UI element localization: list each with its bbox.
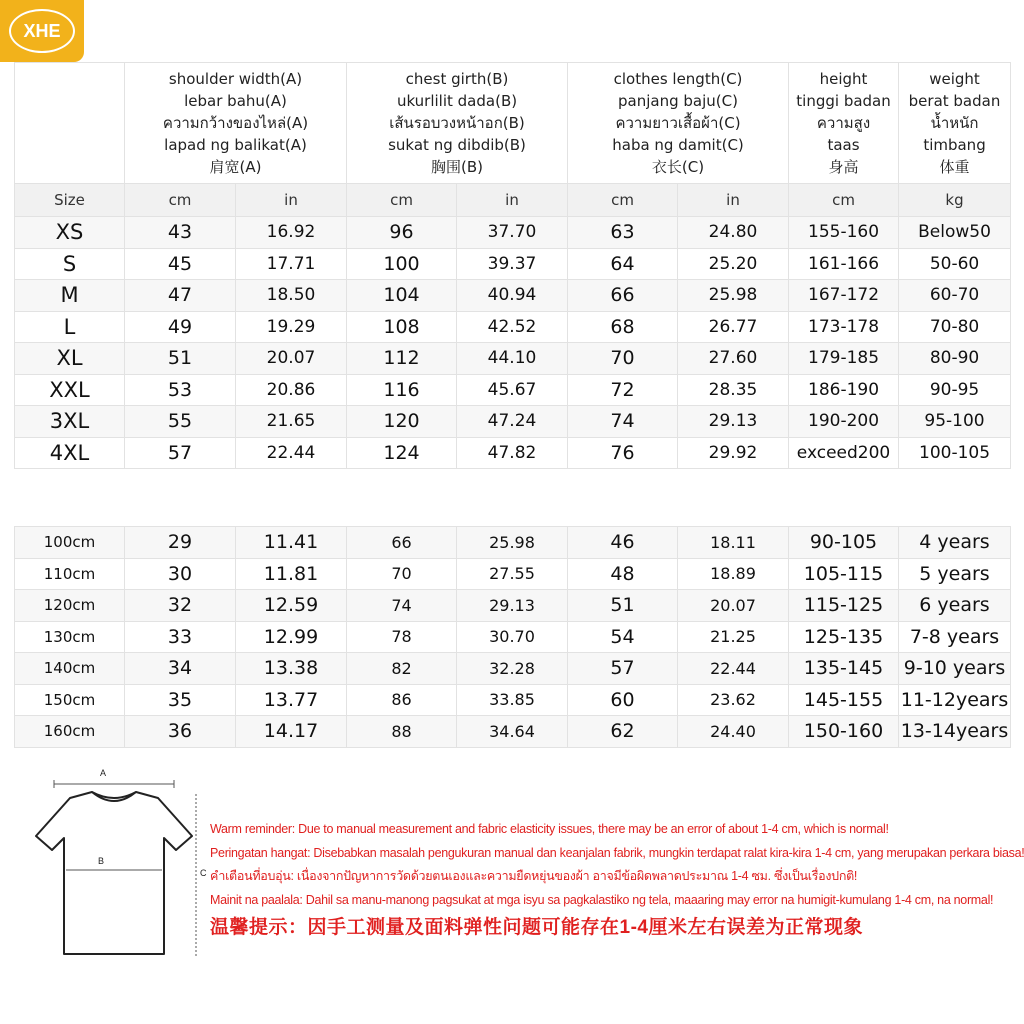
- table-row: [15, 406, 1011, 438]
- table-cell: 105-115: [789, 558, 899, 590]
- table-cell: 20.07: [678, 590, 789, 622]
- header-line: clothes length(C): [613, 70, 743, 88]
- table-cell: 20.07: [236, 343, 347, 375]
- table-cell: 13.77: [236, 684, 347, 716]
- table-cell: 29.13: [457, 590, 568, 622]
- note-indonesian: Peringatan hangat: Disebabkan masalah pengukuran manual dan keanjalan fabrik, mungkin terdapat ralat kira-kira 1-4 cm, yang merupakan perkara biasa!: [210, 845, 1024, 860]
- table-cell: 66: [568, 280, 678, 312]
- size-label-cell: S: [15, 248, 125, 280]
- size-label-cell: 160cm: [15, 716, 125, 748]
- header-line: ความกว้างของไหล่(A): [162, 114, 309, 132]
- table-cell: 173-178: [789, 311, 899, 343]
- table-cell: 60: [568, 684, 678, 716]
- table-row: [15, 217, 1011, 249]
- table-cell: 32: [125, 590, 236, 622]
- table-cell: 108: [347, 311, 457, 343]
- table-cell: 45: [125, 248, 236, 280]
- table-cell: 46: [568, 527, 678, 559]
- table-cell: 62: [568, 716, 678, 748]
- table-cell: 32.28: [457, 653, 568, 685]
- table-cell: 36: [125, 716, 236, 748]
- table-cell: 88: [347, 716, 457, 748]
- size-column-header: Size: [15, 184, 125, 217]
- table-row: [15, 437, 1011, 469]
- table-cell: 120: [347, 406, 457, 438]
- adult-size-table: [14, 62, 1011, 469]
- header-line: 衣长(C): [651, 158, 705, 176]
- table-row: [15, 716, 1011, 748]
- table-cell: 57: [568, 653, 678, 685]
- table-cell: 104: [347, 280, 457, 312]
- header-chest-girth: [347, 63, 568, 184]
- table-cell: 179-185: [789, 343, 899, 375]
- table-cell: 27.60: [678, 343, 789, 375]
- table-row: [15, 374, 1011, 406]
- table-cell: 14.17: [236, 716, 347, 748]
- table-row: [15, 684, 1011, 716]
- table-cell: 74: [347, 590, 457, 622]
- table-cell: 86: [347, 684, 457, 716]
- table-cell: 115-125: [789, 590, 899, 622]
- table-cell: 53: [125, 374, 236, 406]
- table-cell: 22.44: [678, 653, 789, 685]
- table-cell: 35: [125, 684, 236, 716]
- table-cell: 90-95: [899, 374, 1011, 406]
- table-cell: 4 years: [899, 527, 1011, 559]
- table-cell: 63: [568, 217, 678, 249]
- header-weight: [899, 63, 1011, 184]
- table-cell: 95-100: [899, 406, 1011, 438]
- header-line: timbang: [923, 136, 986, 154]
- table-cell: 29.92: [678, 437, 789, 469]
- table-cell: 100: [347, 248, 457, 280]
- unit-cell: in: [236, 184, 347, 217]
- table-cell: 50-60: [899, 248, 1011, 280]
- tshirt-outline: [36, 792, 192, 954]
- table-cell: 18.11: [678, 527, 789, 559]
- size-label-cell: L: [15, 311, 125, 343]
- table-cell: 34.64: [457, 716, 568, 748]
- table-cell: 25.20: [678, 248, 789, 280]
- label-c: C: [200, 868, 207, 878]
- table-cell: 40.94: [457, 280, 568, 312]
- table-row: [15, 311, 1011, 343]
- table-cell: 39.37: [457, 248, 568, 280]
- size-label-cell: 130cm: [15, 621, 125, 653]
- table-cell: 9-10 years: [899, 653, 1011, 685]
- header-line: 身高: [828, 158, 859, 176]
- table-cell: 124: [347, 437, 457, 469]
- table-cell: 74: [568, 406, 678, 438]
- header-line: chest girth(B): [405, 70, 509, 88]
- size-label-cell: XXL: [15, 374, 125, 406]
- header-line: height: [819, 70, 868, 88]
- table-row: [15, 653, 1011, 685]
- table-cell: 66: [347, 527, 457, 559]
- header-line: 胸围(B): [431, 158, 484, 176]
- tshirt-measurement-diagram: [14, 764, 214, 964]
- table-cell: 42.52: [457, 311, 568, 343]
- brand-logo: [0, 0, 84, 62]
- table-cell: 16.92: [236, 217, 347, 249]
- unit-row: [15, 184, 1011, 217]
- table-cell: 44.10: [457, 343, 568, 375]
- measurement-notes: [210, 818, 1024, 944]
- table-cell: 96: [347, 217, 457, 249]
- table-cell: 18.89: [678, 558, 789, 590]
- size-label-cell: 4XL: [15, 437, 125, 469]
- table-cell: 30.70: [457, 621, 568, 653]
- size-label-cell: 100cm: [15, 527, 125, 559]
- table-cell: 125-135: [789, 621, 899, 653]
- table-cell: 24.80: [678, 217, 789, 249]
- table-cell: Below50: [899, 217, 1011, 249]
- header-line: 体重: [939, 158, 970, 176]
- note-filipino: Mainit na paalala: Dahil sa manu-manong pagsukat at mga isyu sa pagkalastiko ng tela, maaaring may error na humigit-kumulang 1-4 cm, na normal!: [210, 892, 994, 907]
- table-cell: 5 years: [899, 558, 1011, 590]
- header-shoulder-width: [125, 63, 347, 184]
- header-line: ukurlilit dada(B): [396, 92, 518, 110]
- header-height: [789, 63, 899, 184]
- table-cell: 13.38: [236, 653, 347, 685]
- table-cell: 7-8 years: [899, 621, 1011, 653]
- table-cell: 28.35: [678, 374, 789, 406]
- table-cell: 51: [125, 343, 236, 375]
- size-label-cell: M: [15, 280, 125, 312]
- note-chinese: 温馨提示：因手工测量及面料弹性问题可能存在1-4厘米左右误差为正常现象: [210, 917, 863, 938]
- table-cell: 51: [568, 590, 678, 622]
- size-label-cell: 120cm: [15, 590, 125, 622]
- table-cell: 80-90: [899, 343, 1011, 375]
- table-cell: 64: [568, 248, 678, 280]
- table-cell: 12.99: [236, 621, 347, 653]
- label-a: A: [100, 768, 107, 778]
- table-cell: 48: [568, 558, 678, 590]
- table-cell: 145-155: [789, 684, 899, 716]
- table-cell: 13-14years: [899, 716, 1011, 748]
- table-row: [15, 248, 1011, 280]
- size-label-cell: XS: [15, 217, 125, 249]
- unit-cell: kg: [899, 184, 1011, 217]
- table-cell: 70: [347, 558, 457, 590]
- header-line: ความยาวเสื้อผ้า(C): [615, 114, 741, 132]
- header-line: 肩宽(A): [209, 158, 262, 176]
- header-line: น้ำหนัก: [930, 114, 979, 132]
- unit-cell: cm: [568, 184, 678, 217]
- note-thai: คำเตือนที่อบอุ่น: เนื่องจากปัญหาการวัดด้วยตนเองและความยืดหยุ่นของผ้า อาจมีข้อผิดพลาดประมาณ 1-4 ซม. ซึ่งเป็นเรื่องปกติ!: [210, 869, 858, 883]
- header-line: panjang baju(C): [618, 92, 738, 110]
- unit-cell: in: [678, 184, 789, 217]
- table-cell: 27.55: [457, 558, 568, 590]
- unit-cell: cm: [125, 184, 236, 217]
- header-blank-cell: [15, 63, 125, 184]
- label-b: B: [98, 856, 105, 866]
- unit-cell: in: [457, 184, 568, 217]
- table-cell: 33.85: [457, 684, 568, 716]
- table-cell: 76: [568, 437, 678, 469]
- table-cell: 30: [125, 558, 236, 590]
- table-cell: 54: [568, 621, 678, 653]
- size-label-cell: 140cm: [15, 653, 125, 685]
- header-line: tinggi badan: [796, 92, 891, 110]
- size-label-cell: 110cm: [15, 558, 125, 590]
- table-cell: 29.13: [678, 406, 789, 438]
- table-cell: 70-80: [899, 311, 1011, 343]
- table-row: [15, 527, 1011, 559]
- table-cell: 55: [125, 406, 236, 438]
- table-row: [15, 343, 1011, 375]
- header-line: sukat ng dibdib(B): [388, 136, 526, 154]
- table-cell: exceed200: [789, 437, 899, 469]
- table-cell: 167-172: [789, 280, 899, 312]
- table-cell: 33: [125, 621, 236, 653]
- table-cell: 68: [568, 311, 678, 343]
- header-line: haba ng damit(C): [612, 136, 744, 154]
- table-cell: 20.86: [236, 374, 347, 406]
- table-cell: 22.44: [236, 437, 347, 469]
- table-cell: 21.25: [678, 621, 789, 653]
- table-cell: 25.98: [457, 527, 568, 559]
- table-cell: 78: [347, 621, 457, 653]
- table-cell: 43: [125, 217, 236, 249]
- table-cell: 47.82: [457, 437, 568, 469]
- header-line: shoulder width(A): [168, 70, 303, 88]
- note-english: Warm reminder: Due to manual measurement and fabric elasticity issues, there may be an error of about 1-4 cm, which is normal!: [210, 822, 889, 836]
- table-cell: 155-160: [789, 217, 899, 249]
- table-cell: 47.24: [457, 406, 568, 438]
- table-cell: 186-190: [789, 374, 899, 406]
- header-line: เส้นรอบวงหน้าอก(B): [389, 114, 525, 132]
- table-cell: 26.77: [678, 311, 789, 343]
- unit-cell: cm: [789, 184, 899, 217]
- brand-logo-text: XHE: [9, 9, 75, 53]
- table-cell: 190-200: [789, 406, 899, 438]
- table-cell: 21.65: [236, 406, 347, 438]
- header-line: weight: [929, 70, 980, 88]
- header-line: lapad ng balikat(A): [164, 136, 307, 154]
- table-cell: 18.50: [236, 280, 347, 312]
- header-line: lebar bahu(A): [184, 92, 287, 110]
- table-cell: 11.41: [236, 527, 347, 559]
- size-label-cell: 3XL: [15, 406, 125, 438]
- table-cell: 100-105: [899, 437, 1011, 469]
- table-cell: 34: [125, 653, 236, 685]
- table-cell: 135-145: [789, 653, 899, 685]
- header-line: ความสูง: [816, 114, 871, 132]
- table-cell: 37.70: [457, 217, 568, 249]
- table-cell: 70: [568, 343, 678, 375]
- table-cell: 112: [347, 343, 457, 375]
- table-cell: 161-166: [789, 248, 899, 280]
- table-cell: 12.59: [236, 590, 347, 622]
- table-cell: 72: [568, 374, 678, 406]
- table-cell: 6 years: [899, 590, 1011, 622]
- table-cell: 11-12years: [899, 684, 1011, 716]
- header-line: taas: [827, 136, 860, 154]
- header-clothes-length: [568, 63, 789, 184]
- table-cell: 49: [125, 311, 236, 343]
- table-cell: 60-70: [899, 280, 1011, 312]
- size-label-cell: 150cm: [15, 684, 125, 716]
- table-cell: 150-160: [789, 716, 899, 748]
- table-cell: 82: [347, 653, 457, 685]
- table-cell: 19.29: [236, 311, 347, 343]
- table-header-row: [15, 63, 1011, 184]
- table-cell: 29: [125, 527, 236, 559]
- table-cell: 47: [125, 280, 236, 312]
- size-label-cell: XL: [15, 343, 125, 375]
- table-row: [15, 621, 1011, 653]
- kids-size-table: [14, 526, 1011, 748]
- table-cell: 25.98: [678, 280, 789, 312]
- table-row: [15, 590, 1011, 622]
- table-row: [15, 280, 1011, 312]
- table-cell: 11.81: [236, 558, 347, 590]
- table-row: [15, 558, 1011, 590]
- table-cell: 17.71: [236, 248, 347, 280]
- unit-cell: cm: [347, 184, 457, 217]
- table-cell: 23.62: [678, 684, 789, 716]
- table-cell: 45.67: [457, 374, 568, 406]
- table-cell: 57: [125, 437, 236, 469]
- table-cell: 116: [347, 374, 457, 406]
- table-cell: 24.40: [678, 716, 789, 748]
- header-line: berat badan: [908, 92, 1001, 110]
- table-cell: 90-105: [789, 527, 899, 559]
